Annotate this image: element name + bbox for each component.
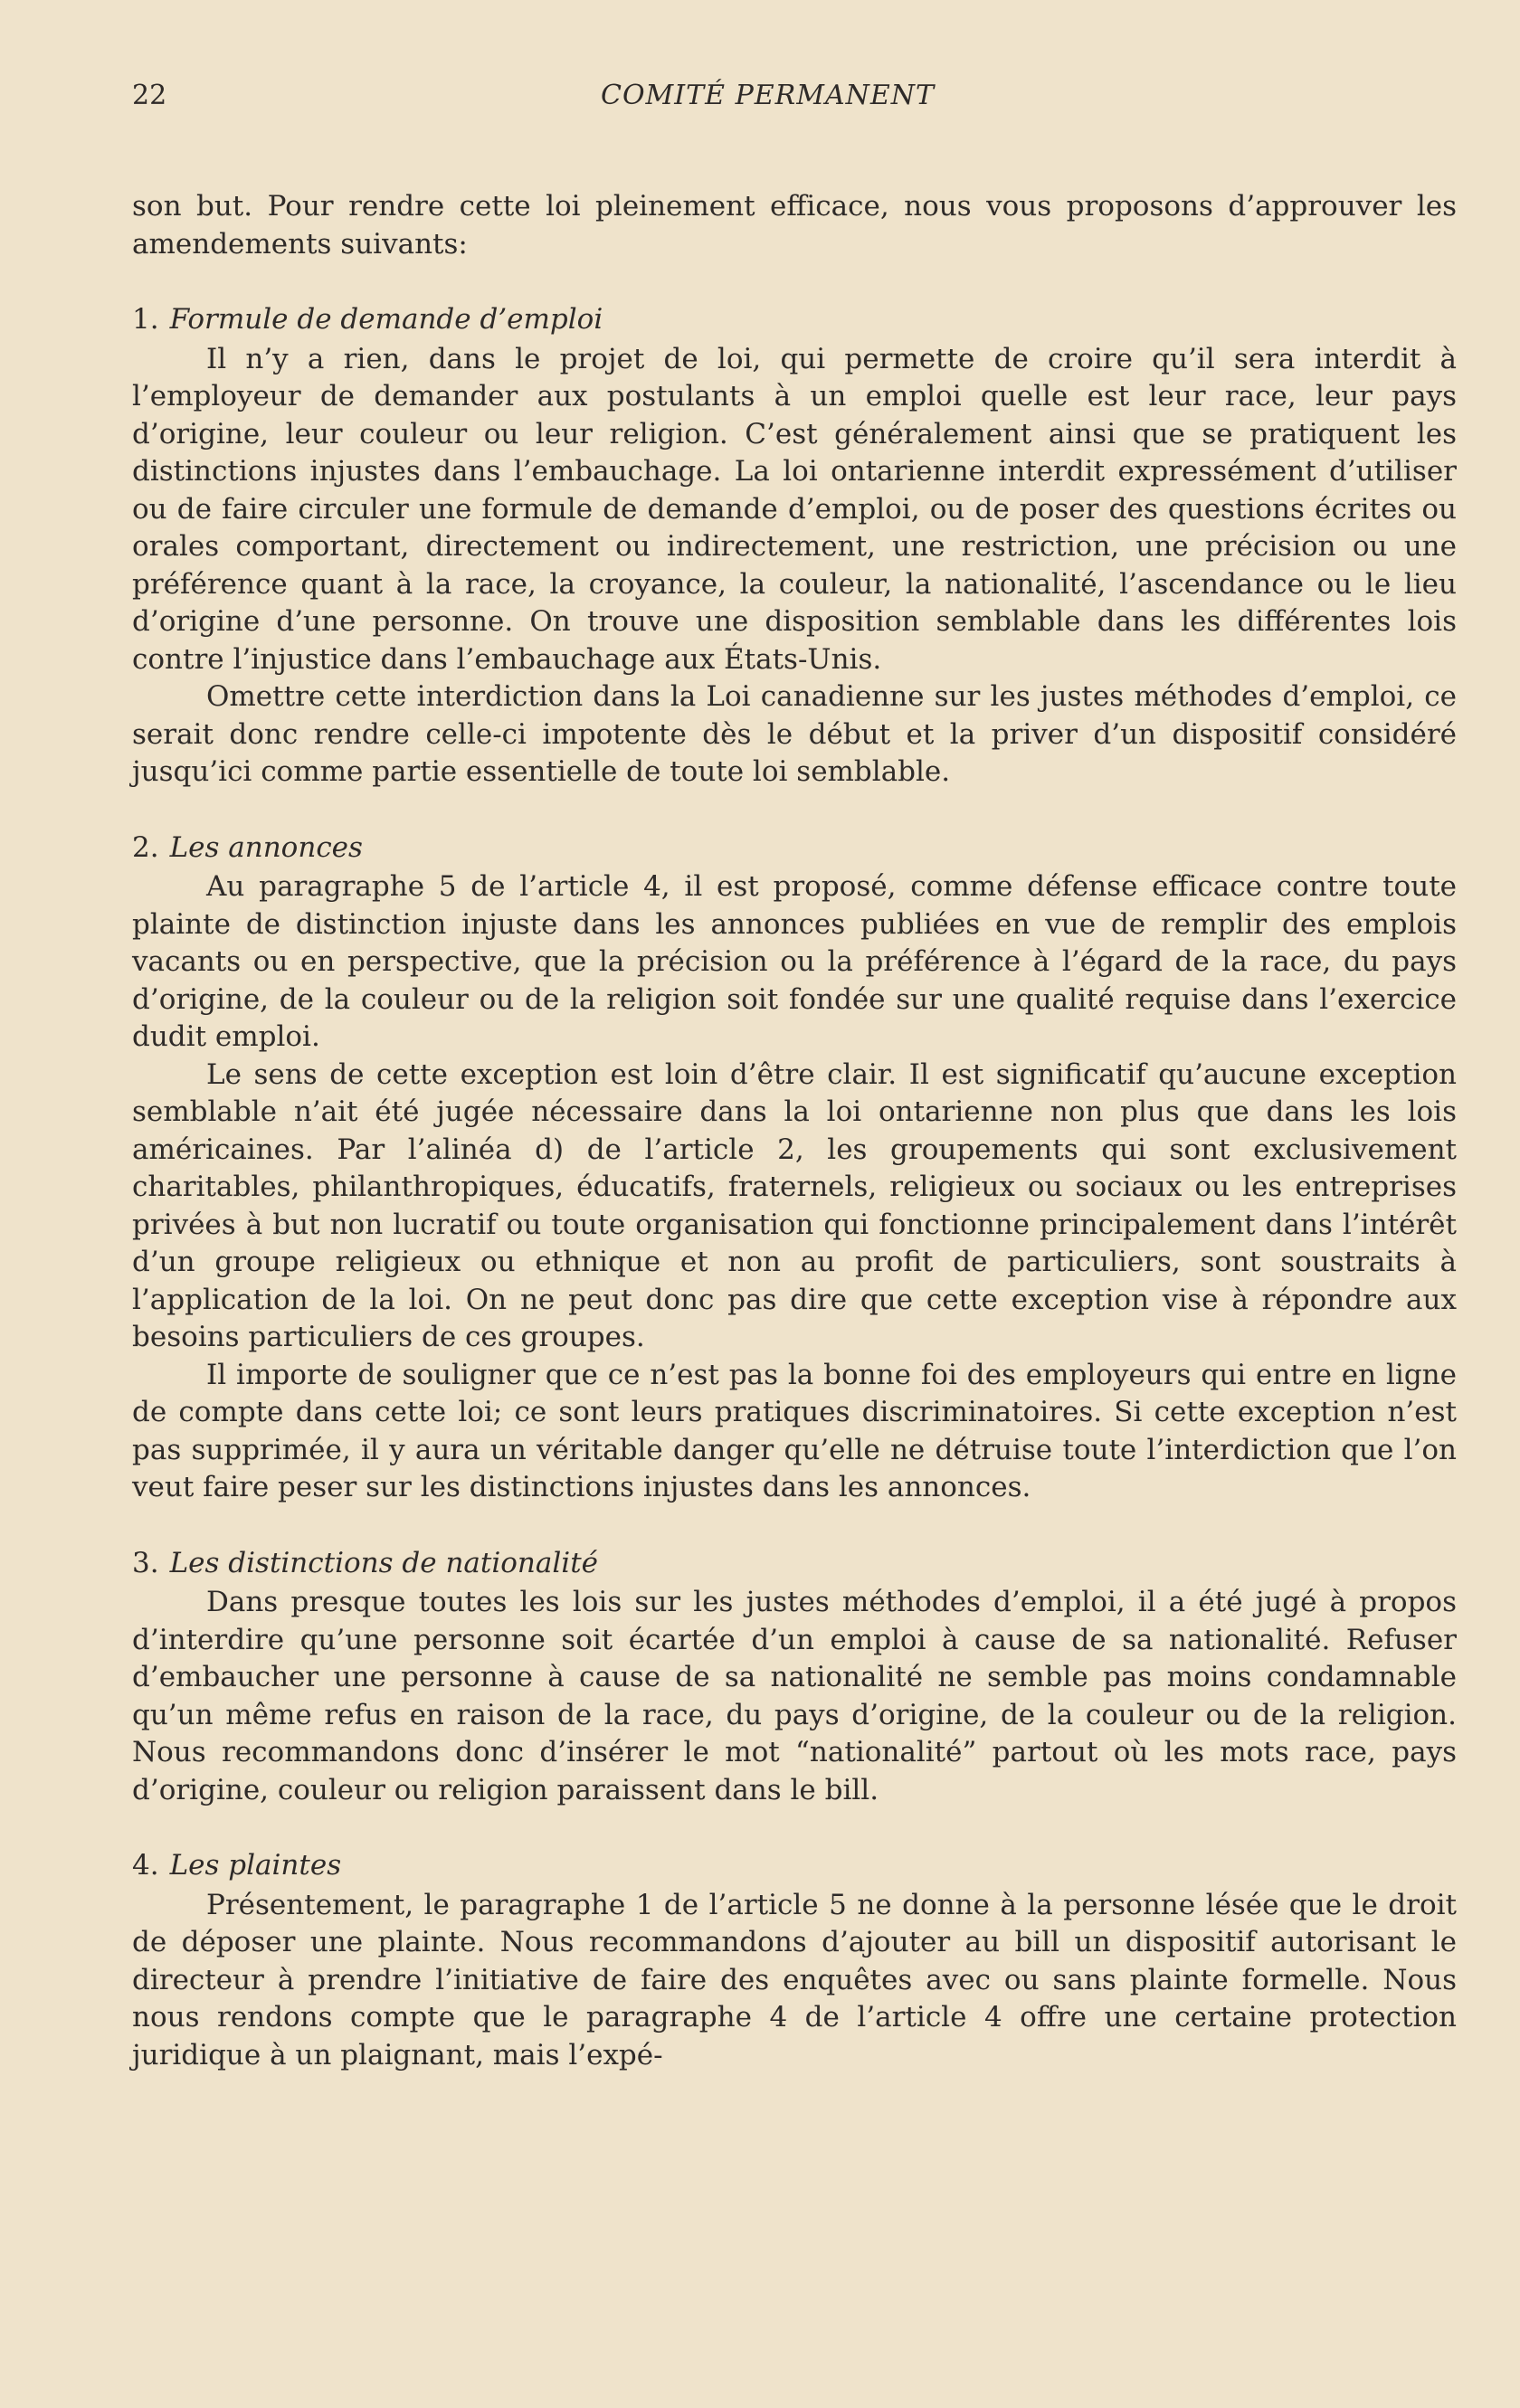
paragraph: Présentement, le paragraphe 1 de l’article 5 ne donne à la personne lésée que le droit de déposer une plainte. Nous recommandons d’ajouter au bill un dispositif autorisant le directeur à prendre l’initiative de faire des enquêtes avec ou sans plainte formelle. Nous nous rendons compte que le paragraphe 4 de l’article 4 offre une certaine protection juridique à un plaignant, mais l’expé- bbox=[132, 1888, 1457, 2071]
section-1 bbox=[132, 301, 1457, 792]
section-title: Les plaintes bbox=[169, 1849, 342, 1882]
paragraph: Au paragraphe 5 de l’article 4, il est proposé, comme défense efficace contre toute plainte de distinction injuste dans les annonces publiées en vue de remplir des emplois vacants ou en perspective, que la précision ou la préférence à l’égard de la race, du pays d’origine, de la couleur ou de la religion soit fondée sur une qualité requise dans l’exercice dudit emploi. bbox=[132, 870, 1457, 1053]
section-number: 4. bbox=[132, 1849, 159, 1882]
section-number: 1. bbox=[132, 303, 159, 336]
section-number: 3. bbox=[132, 1546, 159, 1579]
paragraph: Le sens de cette exception est loin d’être clair. Il est significatif qu’aucune exception semblable n’ait été jugée nécessaire dans la loi ontarienne non plus que dans les lois américaines. Par l’alinéa d) de l’article 2, les groupements qui sont exclusivement charitables, philanthropiques, éducatifs, fraternels, religieux ou sociaux ou les entreprises privées à but non lucratif ou toute organisation qui fonctionne principalement dans l’intérêt d’un groupe religieux ou ethnique et non au profit de particuliers, sont soustraits à l’application de la loi. On ne peut donc pas dire que cette exception vise à répondre aux besoins particuliers de ces groupes. bbox=[132, 1057, 1457, 1353]
section-4 bbox=[132, 1847, 1457, 2074]
section-heading bbox=[132, 830, 1457, 867]
paragraph: Il importe de souligner que ce n’est pas la bonne foi des employeurs qui entre en ligne de compte dans cette loi; ce sont leurs pratiques discriminatoires. Si cette exception n’est pas supprimée, il y aura un véritable danger qu’elle ne détruise toute l’interdiction que l’on veut faire peser sur les distinctions injustes dans les annonces. bbox=[132, 1358, 1457, 1503]
section-heading bbox=[132, 1847, 1457, 1885]
section-2 bbox=[132, 830, 1457, 1507]
running-title: COMITÉ PERMANENT bbox=[601, 80, 936, 111]
section-title: Les annonces bbox=[169, 830, 363, 864]
page-header bbox=[132, 80, 1457, 123]
section-title: Les distinctions de nationalité bbox=[169, 1546, 599, 1579]
body-text bbox=[132, 188, 1457, 2074]
intro-paragraph: son but. Pour rendre cette loi pleinement efficace, nous vous proposons d’approuver les amendements suivants: bbox=[132, 190, 1457, 261]
section-3 bbox=[132, 1545, 1457, 1810]
section-heading bbox=[132, 301, 1457, 339]
section-heading bbox=[132, 1545, 1457, 1583]
page-number: 22 bbox=[132, 80, 167, 111]
section-number: 2. bbox=[132, 830, 159, 864]
section-title: Formule de demande d’emploi bbox=[169, 303, 603, 336]
paragraph: Il n’y a rien, dans le projet de loi, qui permette de croire qu’il sera interdit à l’employeur de demander aux postulants à un emploi quelle est leur race, leur pays d’origine, leur couleur ou leur religion. C’est généralement ainsi que se pratiquent les distinctions injustes dans l’embauchage. La loi ontarienne interdit expressément d’utiliser ou de faire circuler une formule de demande d’emploi, ou de poser des questions écrites ou orales comportant, directement ou indirectement, une restriction, une précision ou une préférence quant à la race, la croyance, la couleur, la nationalité, l’ascendance ou le lieu d’origine d’une personne. On trouve une disposition semblable dans les différentes lois contre l’injustice dans l’embauchage aux États-Unis. bbox=[132, 342, 1457, 676]
paragraph: Dans presque toutes les lois sur les justes méthodes d’emploi, il a été jugé à propos d’interdire qu’une personne soit écartée d’un emploi à cause de sa nationalité. Refuser d’embaucher une personne à cause de sa nationalité ne semble pas moins condamnable qu’un même refus en raison de la race, du pays d’origine, de la couleur ou de la religion. Nous recommandons donc d’insérer le mot “nationalité” partout où les mots race, pays d’origine, couleur ou religion paraissent dans le bill. bbox=[132, 1586, 1457, 1806]
paragraph: Omettre cette interdiction dans la Loi canadienne sur les justes méthodes d’emploi, ce serait donc rendre celle-ci impotente dès le début et la priver d’un dispositif considéré jusqu’ici comme partie essentielle de toute loi semblable. bbox=[132, 680, 1457, 788]
